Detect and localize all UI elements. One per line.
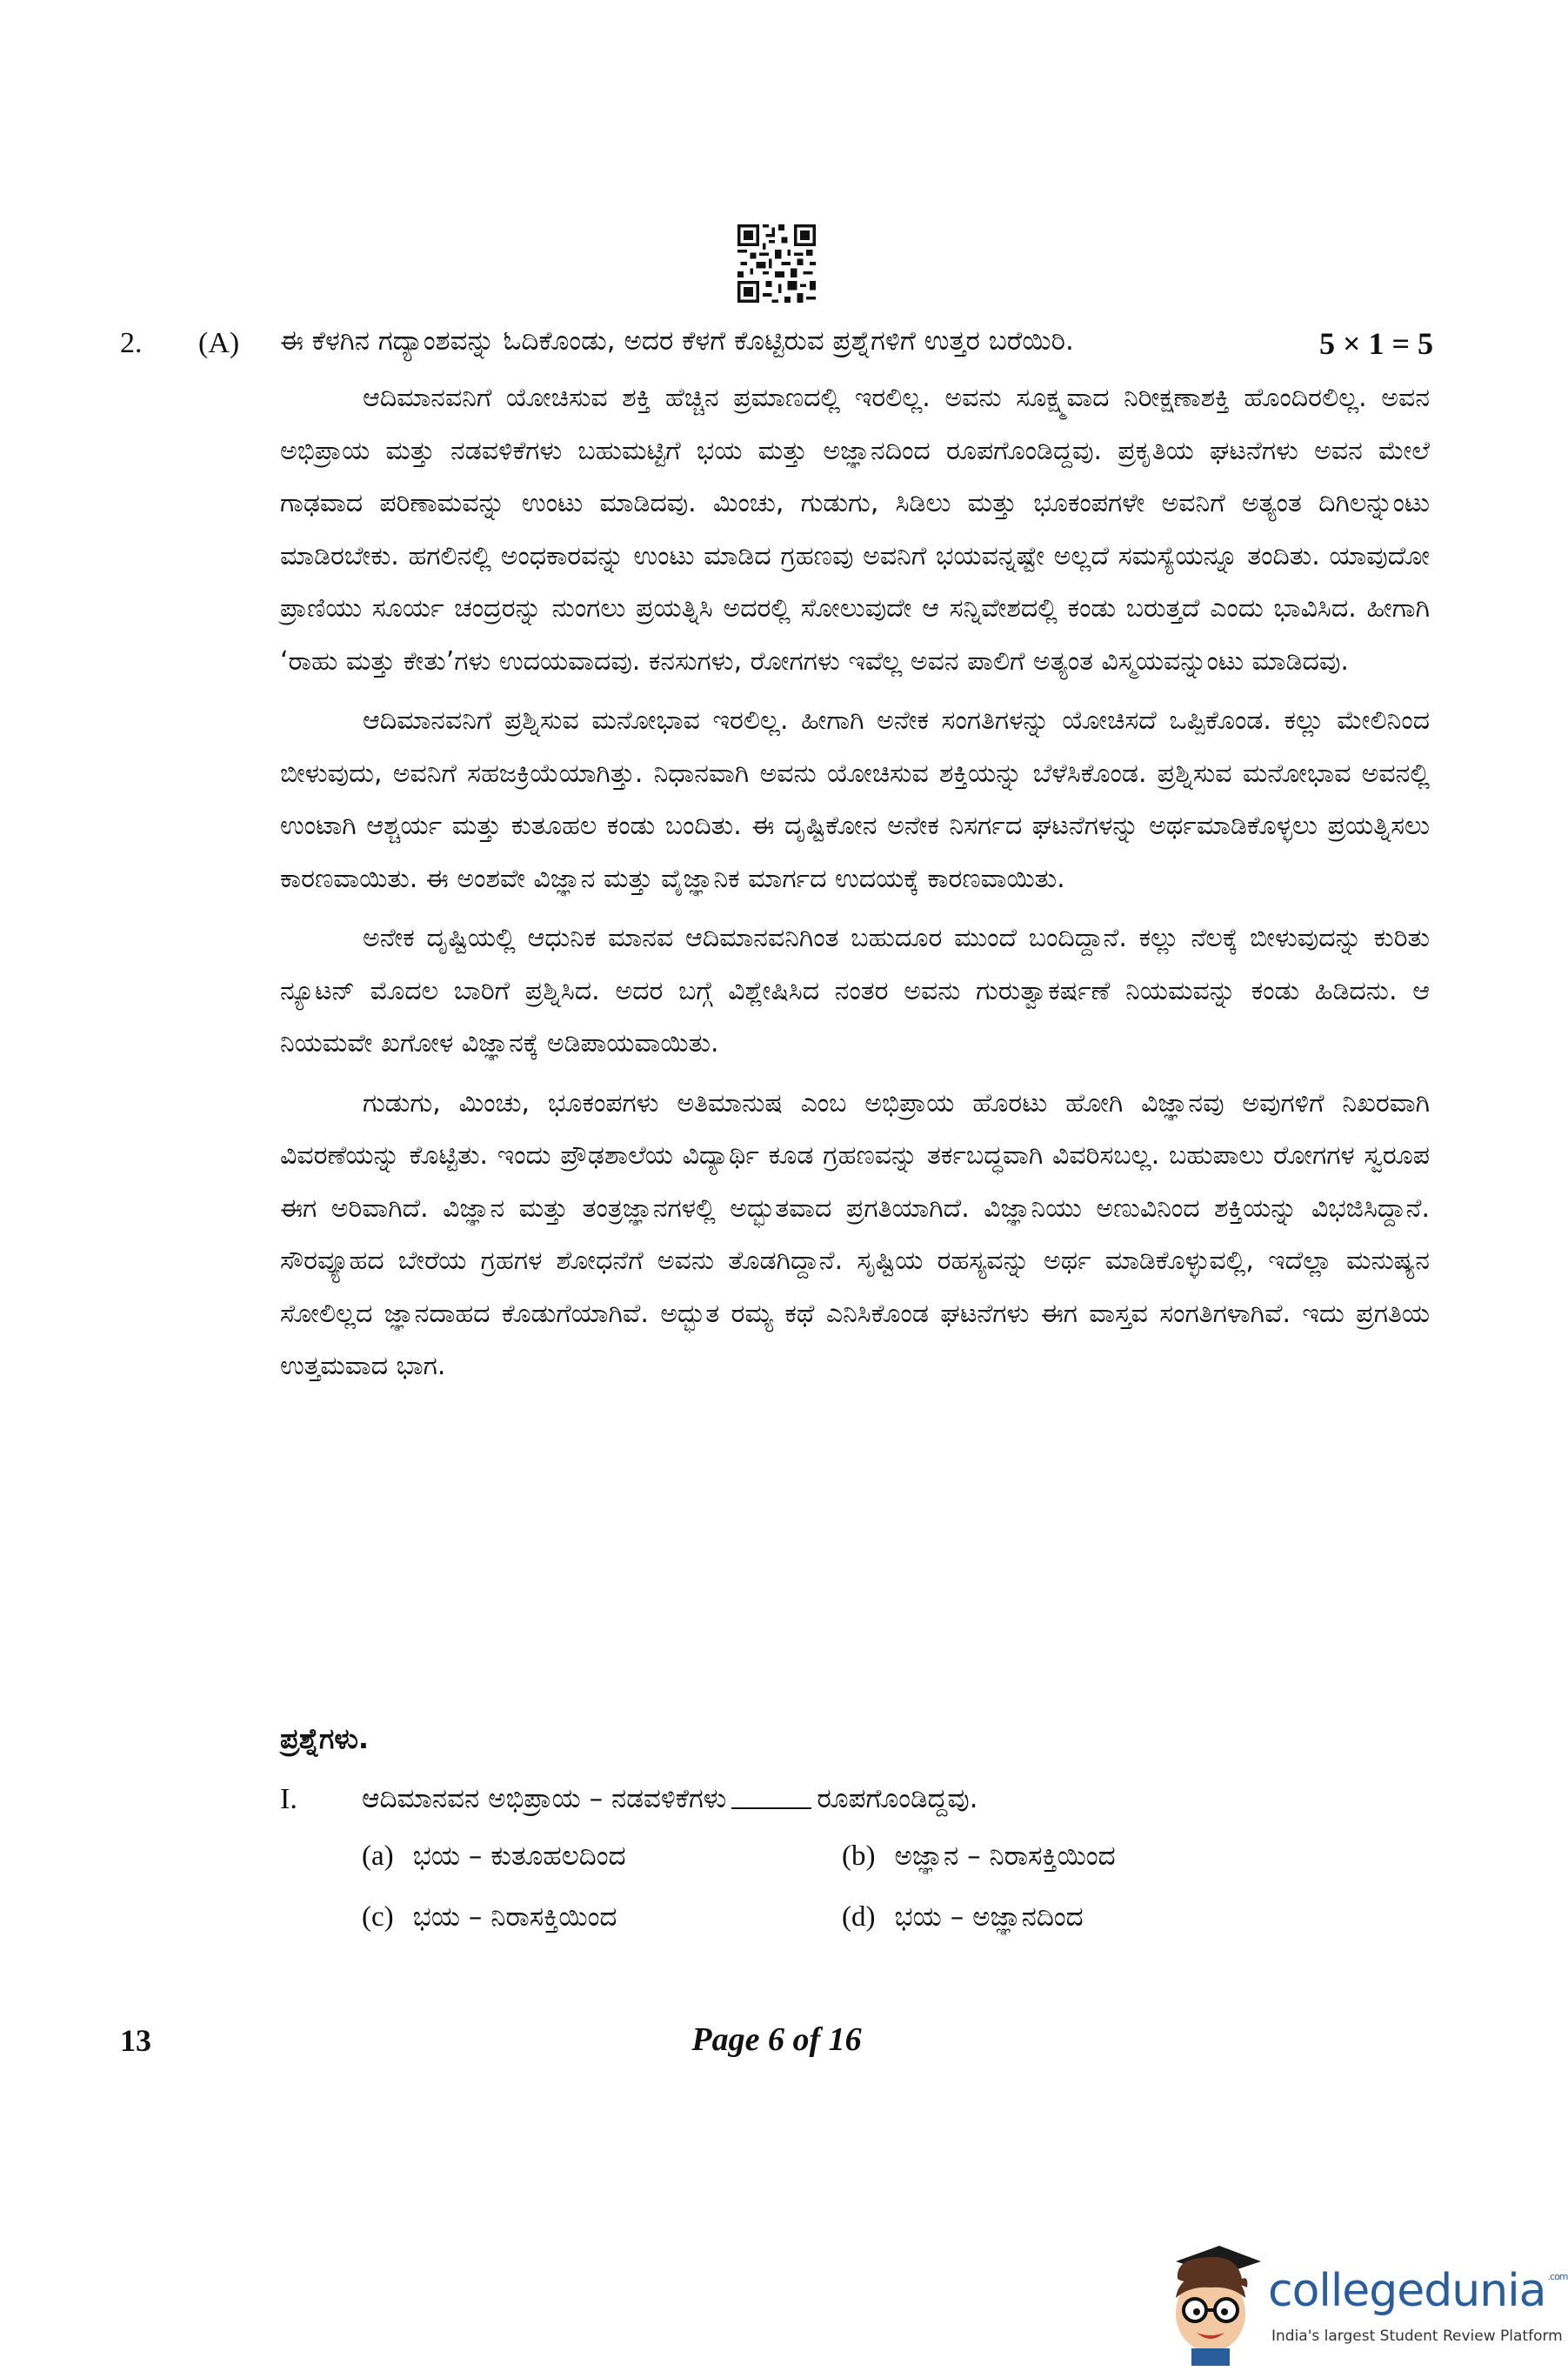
question-number: 2. — [120, 327, 143, 359]
passage-paragraph: ಗುಡುಗು, ಮಿಂಚು, ಭೂಕಂಪಗಳು ಅತಿಮಾನುಷ ಎಂಬ ಅಭಿಪ್ರಾಯ ಹೊರಟು ಹೋಗಿ ವಿಜ್ಞಾನವು ಅವುಗಳಿಗೆ ನಿಖರವಾಗಿ ವಿವರಣೆಯನ್ನು ಕೊಟ್ಟಿತು. ಇಂದು ಪ್ರೌಢಶಾಲೆಯ ವಿದ್ಯಾರ್ಥಿ ಕೂಡ ಗ್ರಹಣವನ್ನು ತರ್ಕಬದ್ಧವಾಗಿ ವಿವರಿಸಬಲ್ಲ. ಬಹುಪಾಲು ರೋಗಗಳ ಸ್ವರೂಪ ಈಗ ಅರಿವಾಗಿದೆ. ವಿಜ್ಞಾನ ಮತ್ತು ತಂತ್ರಜ್ಞಾನಗಳಲ್ಲಿ ಅದ್ಭುತವಾದ ಪ್ರಗತಿಯಾಗಿದೆ. ವಿಜ್ಞಾನಿಯು ಅಣುವಿನಿಂದ ಶಕ್ತಿಯನ್ನು ವಿಭಜಿಸಿದ್ದಾನೆ. ಸೌರವ್ಯೂಹದ ಬೇರೆಯ ಗ್ರಹಗಳ ಶೋಧನೆಗೆ ಅವನು ತೊಡಗಿದ್ದಾನೆ. ಸೃಷ್ಟಿಯ ರಹಸ್ಯವನ್ನು ಅರ್ಥ ಮಾಡಿಕೊಳ್ಳುವಲ್ಲಿ, ಇದೆಲ್ಲಾ ಮನುಷ್ಯನ ಸೋಲಿಲ್ಲದ ಜ್ಞಾನದಾಹದ ಕೊಡುಗೆಯಾಗಿವೆ. ಅದ್ಭುತ ರಮ್ಯ ಕಥೆ ಎನಿಸಿಕೊಂಡ ಘಟನೆಗಳು ಈಗ ವಾಸ್ತವ ಸಂಗತಿಗಳಾಗಿವೆ. ಇದು ಪ್ರಗತಿಯ ಉತ್ತಮವಾದ ಭಾಗ. — [280, 1087, 1430, 1381]
option-c — [362, 1901, 617, 1934]
page-code: 13 — [120, 2023, 151, 2058]
page-number: Page 6 of 16 — [691, 2021, 862, 2058]
passage — [280, 372, 1430, 1400]
option-label: (d) — [842, 1901, 876, 1933]
option-text: ಭಯ – ಅಜ್ಞಾನದಿಂದ — [894, 1901, 1084, 1933]
option-a — [362, 1840, 626, 1873]
option-b — [842, 1840, 1116, 1873]
brand-suffix: .com — [1547, 2271, 1568, 2282]
sub-question-text — [362, 1783, 978, 1815]
questions-heading: ಪ್ರಶ್ನೆಗಳು. — [280, 1722, 370, 1755]
answer-blank — [731, 1807, 811, 1809]
option-d — [842, 1901, 1084, 1934]
option-text: ಭಯ – ನಿರಾಸಕ್ತಿಯಿಂದ — [412, 1901, 617, 1933]
question-marks: 5 × 1 = 5 — [1318, 326, 1433, 361]
brand-name — [1268, 2265, 1568, 2317]
mascot-icon — [1158, 2244, 1263, 2366]
brand-tagline: India's largest Student Review Platform — [1271, 2328, 1563, 2345]
watermark-logo — [1148, 2244, 1568, 2366]
brand-text: collegedunia — [1268, 2265, 1546, 2317]
option-label: (b) — [842, 1840, 876, 1872]
option-label: (a) — [362, 1840, 394, 1872]
question-section: (A) — [198, 327, 240, 359]
option-label: (c) — [362, 1901, 394, 1933]
passage-paragraph: ಆದಿಮಾನವನಿಗೆ ಯೋಚಿಸುವ ಶಕ್ತಿ ಹೆಚ್ಚಿನ ಪ್ರಮಾಣದಲ್ಲಿ ಇರಲಿಲ್ಲ. ಅವನು ಸೂಕ್ಷ್ಮವಾದ ನಿರೀಕ್ಷಣಾಶಕ್ತಿ ಹೊಂದಿರಲಿಲ್ಲ. ಅವನ ಅಭಿಪ್ರಾಯ ಮತ್ತು ನಡವಳಿಕೆಗಳು ಬಹುಮಟ್ಟಿಗೆ ಭಯ ಮತ್ತು ಅಜ್ಞಾನದಿಂದ ರೂಪಗೊಂಡಿದ್ದವು. ಪ್ರಕೃತಿಯ ಘಟನೆಗಳು ಅವನ ಮೇಲೆ ಗಾಢವಾದ ಪರಿಣಾಮವನ್ನು ಉಂಟು ಮಾಡಿದವು. ಮಿಂಚು, ಗುಡುಗು, ಸಿಡಿಲು ಮತ್ತು ಭೂಕಂಪಗಳೇ ಅವನಿಗೆ ಅತ್ಯಂತ ದಿಗಿಲನ್ನುಂಟು ಮಾಡಿರಬೇಕು. ಹಗಲಿನಲ್ಲಿ ಅಂಧಕಾರವನ್ನು ಉಂಟು ಮಾಡಿದ ಗ್ರಹಣವು ಅವನಿಗೆ ಭಯವನ್ನಷ್ಟೇ ಅಲ್ಲದೆ ಸಮಸ್ಯೆಯನ್ನೂ ತಂದಿತು. ಯಾವುದೋ ಪ್ರಾಣಿಯು ಸೂರ್ಯ ಚಂದ್ರರನ್ನು ನುಂಗಲು ಪ್ರಯತ್ನಿಸಿ ಅದರಲ್ಲಿ ಸೋಲುವುದೇ ಆ ಸನ್ನಿವೇಶದಲ್ಲಿ ಕಂಡು ಬರುತ್ತದೆ ಎಂದು ಭಾವಿಸಿದ. ಹೀಗಾಗಿ ‘ರಾಹು ಮತ್ತು ಕೇತು’ಗಳು ಉದಯವಾದವು. ಕನಸುಗಳು, ರೋಗಗಳು ಇವೆಲ್ಲ ಅವನ ಪಾಲಿಗೆ ಅತ್ಯಂತ ವಿಸ್ಮಯವನ್ನುಂಟು ಮಾಡಿದವು. — [280, 383, 1430, 677]
option-text: ಅಜ್ಞಾನ – ನಿರಾಸಕ್ತಿಯಿಂದ — [894, 1840, 1116, 1872]
sub-question-text-after: ರೂಪಗೊಂಡಿದ್ದವು. — [817, 1783, 978, 1814]
question-instruction: ಈ ಕೆಳಗಿನ ಗದ್ಯಾಂಶವನ್ನು ಓದಿಕೊಂಡು, ಅದರ ಕೆಳಗೆ ಕೊಟ್ಟಿರುವ ಪ್ರಶ್ನೆಗಳಿಗೆ ಉತ್ತರ ಬರೆಯಿರಿ. — [280, 325, 1074, 357]
option-text: ಭಯ – ಕುತೂಹಲದಿಂದ — [412, 1840, 626, 1872]
sub-question-text-before: ಆದಿಮಾನವನ ಅಭಿಪ್ರಾಯ – ನಡವಳಿಕೆಗಳು — [362, 1783, 727, 1814]
sub-question-number: I. — [280, 1783, 297, 1815]
qr-code — [737, 224, 816, 303]
passage-paragraph: ಅನೇಕ ದೃಷ್ಟಿಯಲ್ಲಿ ಆಧುನಿಕ ಮಾನವ ಆದಿಮಾನವನಿಗಿಂತ ಬಹುದೂರ ಮುಂದೆ ಬಂದಿದ್ದಾನೆ. ಕಲ್ಲು ನೆಲಕ್ಕೆ ಬೀಳುವುದನ್ನು ಕುರಿತು ನ್ಯೂಟನ್ ಮೊದಲ ಬಾರಿಗೆ ಪ್ರಶ್ನಿಸಿದ. ಅದರ ಬಗ್ಗೆ ವಿಶ್ಲೇಷಿಸಿದ ನಂತರ ಅವನು ಗುರುತ್ವಾಕರ್ಷಣೆ ನಿಯಮವನ್ನು ಕಂಡು ಹಿಡಿದನು. ಆ ನಿಯಮವೇ ಖಗೋಳ ವಿಜ್ಞಾನಕ್ಕೆ ಅಡಿಪಾಯವಾಯಿತು. — [280, 923, 1430, 1059]
passage-paragraph: ಆದಿಮಾನವನಿಗೆ ಪ್ರಶ್ನಿಸುವ ಮನೋಭಾವ ಇರಲಿಲ್ಲ. ಹೀಗಾಗಿ ಅನೇಕ ಸಂಗತಿಗಳನ್ನು ಯೋಚಿಸದೆ ಒಪ್ಪಿಕೊಂಡ. ಕಲ್ಲು ಮೇಲಿನಿಂದ ಬೀಳುವುದು, ಅವನಿಗೆ ಸಹಜಕ್ರಿಯೆಯಾಗಿತ್ತು. ನಿಧಾನವಾಗಿ ಅವನು ಯೋಚಿಸುವ ಶಕ್ತಿಯನ್ನು ಬೆಳೆಸಿಕೊಂಡ. ಪ್ರಶ್ನಿಸುವ ಮನೋಭಾವ ಅವನಲ್ಲಿ ಉಂಟಾಗಿ ಆಶ್ಚರ್ಯ ಮತ್ತು ಕುತೂಹಲ ಕಂಡು ಬಂದಿತು. ಈ ದೃಷ್ಟಿಕೋನ ಅನೇಕ ನಿಸರ್ಗದ ಘಟನೆಗಳನ್ನು ಅರ್ಥಮಾಡಿಕೊಳ್ಳಲು ಪ್ರಯತ್ನಿಸಲು ಕಾರಣವಾಯಿತು. ಈ ಅಂಶವೇ ವಿಜ್ಞಾನ ಮತ್ತು ವೈಜ್ಞಾನಿಕ ಮಾರ್ಗದ ಉದಯಕ್ಕೆ ಕಾರಣವಾಯಿತು. — [280, 705, 1430, 894]
